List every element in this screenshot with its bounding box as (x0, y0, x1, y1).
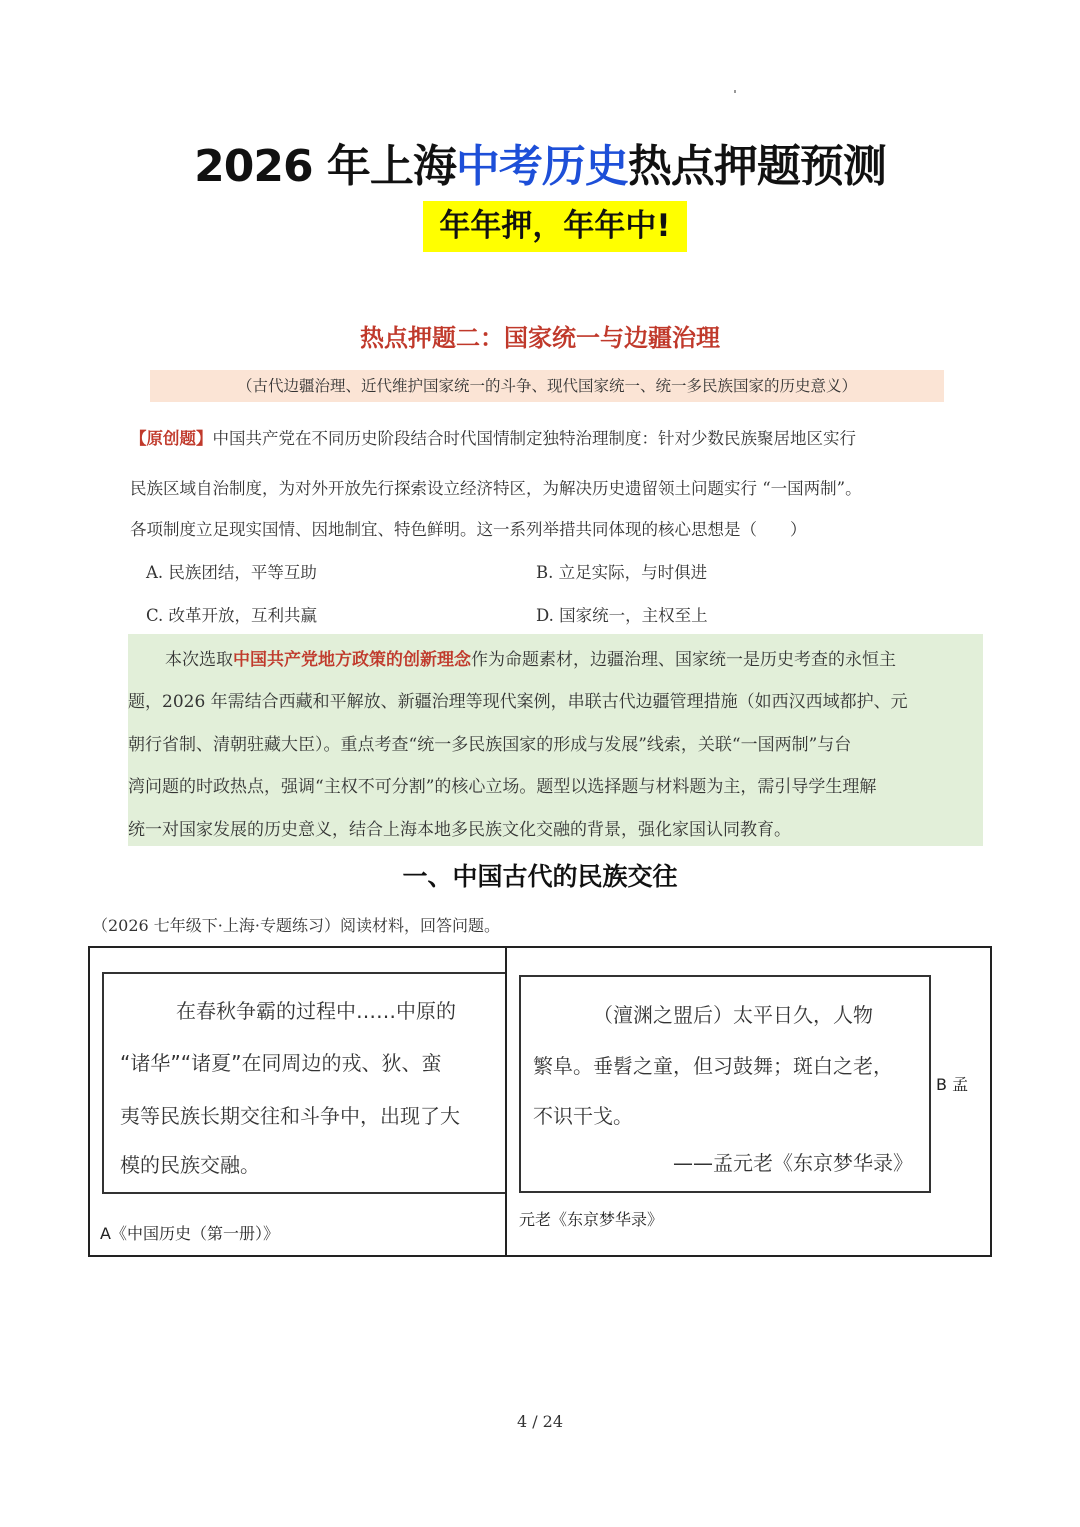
material-b-line-1: （澶渊之盟后）太平日久，人物 (593, 1003, 873, 1027)
question-tag: 【原创题】 (130, 429, 213, 448)
analysis-line-5: 统一对国家发展的历史意义，结合上海本地多民族文化交融的背景，强化家国认同教育。 (128, 820, 791, 840)
slogan-banner: 年年押，年年中! (423, 201, 687, 252)
option-c[interactable]: C. 改革开放，互利共赢 (146, 606, 318, 625)
material-a-line-4: 模的民族交融。 (120, 1153, 260, 1177)
analysis-line-2: 题，2026 年需结合西藏和平解放、新疆治理等现代案例，串联古代边疆管理措施（如西汉西域都护、元 (128, 692, 908, 712)
material-a-line-1: 在春秋争霸的过程中……中原的 (176, 999, 456, 1023)
analysis-highlight: 中国共产党地方政策的创新理念 (233, 650, 471, 670)
question-text-1: 中国共产党在不同历史阶段结合时代国情制定独特治理制度：针对少数民族聚居地区实行 (212, 429, 856, 448)
material-b-line-2: 繁阜。垂髫之童，但习鼓舞；斑白之老， (533, 1054, 893, 1078)
title-suffix: 热点押题预测 (627, 141, 886, 192)
question-line-3: 各项制度立足现实国情、因地制宜、特色鲜明。这一系列举措共同体现的核心思想是（ ） (130, 520, 807, 539)
page-number: 4 / 24 (516, 1412, 564, 1431)
section-title: 一、中国古代的民族交往 (402, 862, 678, 891)
material-b-cell (507, 948, 992, 1257)
title-prefix: 2026 年上海 (194, 141, 456, 192)
page-title (0, 130, 1080, 194)
option-b[interactable]: B. 立足实际，与时俱进 (536, 563, 708, 582)
analysis-line-1-pre: 本次选取 (165, 650, 233, 670)
scan-dot (734, 90, 736, 93)
analysis-line-1-post: 作为命题素材，边疆治理、国家统一是历史考查的永恒主 (471, 650, 896, 670)
material-b-side-label: B 孟 (936, 1075, 969, 1094)
material-b-line-3: 不识干戈。 (533, 1104, 633, 1128)
material-a-line-3: 夷等民族长期交往和斗争中，出现了大 (120, 1104, 460, 1128)
material-a-line-2: “诸华”“诸夏”在同周边的戎、狄、蛮 (120, 1051, 442, 1075)
analysis-line-3: 朝行省制、清朝驻藏大臣）。重点考查“统一多民族国家的形成与发展”线索，关联“一国两制”与台 (128, 735, 852, 755)
question-source: （2026 七年级下·上海·专题练习）阅读材料，回答问题。 (92, 916, 500, 935)
topic-title: 热点押题二：国家统一与边疆治理 (360, 323, 720, 352)
question-line-1 (130, 425, 856, 449)
title-highlight: 中考历史 (455, 141, 628, 192)
materials-table (88, 946, 992, 1257)
material-b-attribution: ——孟元老《东京梦华录》 (673, 1151, 913, 1175)
material-a-caption: A《中国历史（第一册）》 (100, 1224, 279, 1243)
material-a-cell (90, 948, 505, 1257)
analysis-line-1 (165, 645, 896, 670)
material-b-caption: 元老《东京梦华录》 (519, 1210, 664, 1229)
option-d[interactable]: D. 国家统一，主权至上 (536, 606, 708, 625)
question-line-2: 民族区域自治制度，为对外开放先行探索设立经济特区，为解决历史遗留领土问题实行 “一国两制”。 (130, 479, 862, 498)
topic-subtitle: （古代边疆治理、近代维护国家统一的斗争、现代国家统一、统一多民族国家的历史意义） (150, 370, 944, 402)
option-a[interactable]: A. 民族团结，平等互助 (146, 563, 317, 582)
analysis-line-4: 湾问题的时政热点，强调“主权不可分割”的核心立场。题型以选择题与材料题为主，需引导学生理解 (128, 777, 877, 797)
